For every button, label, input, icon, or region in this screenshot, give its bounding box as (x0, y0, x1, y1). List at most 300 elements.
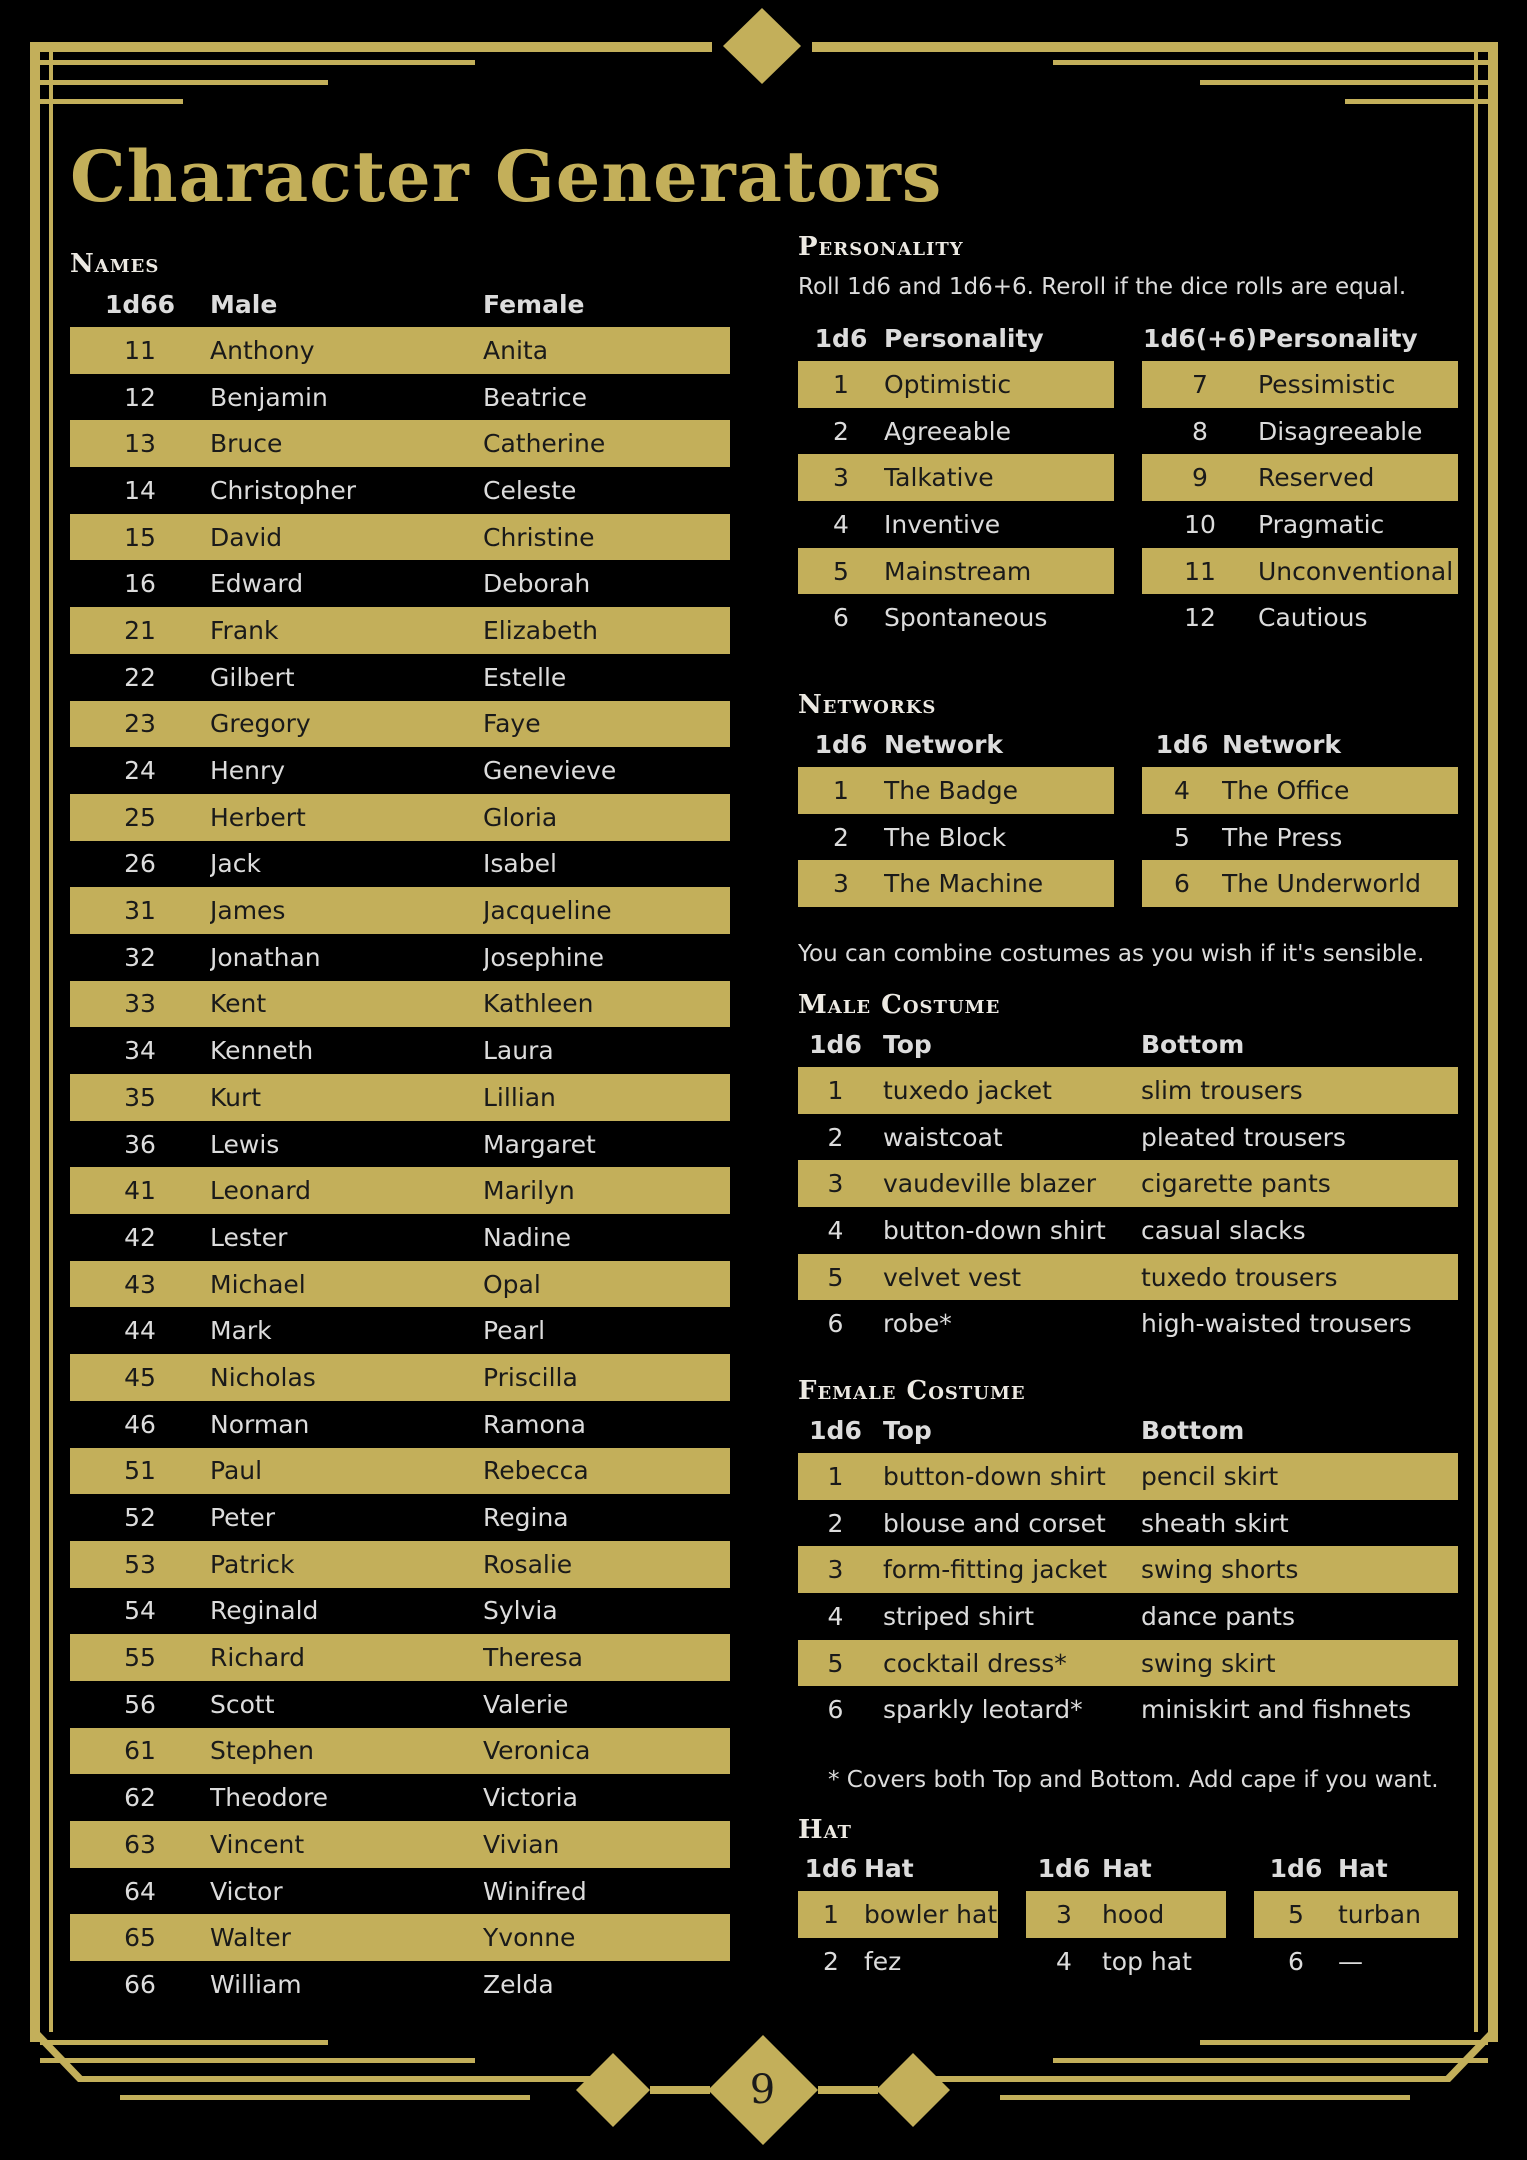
table-row (70, 794, 730, 841)
table-cell: The Machine (884, 860, 1114, 907)
personality-heading: Personality (798, 232, 964, 262)
table-cell: Optimistic (884, 361, 1114, 408)
table-cell: Genevieve (483, 756, 617, 786)
table-cell: 4 (1056, 1946, 1072, 1976)
table-cell: Leonard (210, 1167, 483, 1214)
table-cell: Gregory (210, 701, 483, 748)
table-cell: Rebecca (483, 1448, 730, 1495)
table-cell: Gloria (483, 794, 730, 841)
table-row (70, 1448, 730, 1495)
personality-table (798, 316, 1458, 641)
table-row (70, 841, 730, 888)
table-cell: 62 (124, 1783, 156, 1813)
table-cell: 44 (124, 1316, 156, 1346)
table-cell: David (210, 514, 483, 561)
table-cell: Scott (210, 1689, 275, 1719)
table-cell: Disagreeable (1258, 416, 1423, 446)
table-row (70, 1494, 730, 1541)
table-row (70, 1401, 730, 1448)
table-cell: Inventive (884, 509, 1001, 539)
table-cell: 3 (798, 860, 884, 907)
table-cell: Pessimistic (1258, 361, 1458, 408)
table-row (798, 1300, 1458, 1347)
table-cell: 56 (124, 1689, 156, 1719)
table-row (798, 1938, 1458, 1985)
table-row (70, 934, 730, 981)
table-row (798, 454, 1458, 501)
table-row (70, 1961, 730, 2008)
male-costume-heading: Male Costume (798, 990, 1001, 1020)
table-cell: Isabel (483, 849, 557, 879)
table-cell: 5 (798, 1254, 873, 1301)
table-cell: Victoria (483, 1783, 578, 1813)
table-cell: The Press (1222, 822, 1343, 852)
table-cell: Kent (210, 981, 483, 1028)
table-cell: cigarette pants (1141, 1160, 1458, 1207)
table-cell: Beatrice (483, 382, 588, 412)
table-row (798, 767, 1458, 814)
table-cell: 35 (70, 1074, 210, 1121)
table-cell: pencil skirt (1141, 1453, 1458, 1500)
table-cell: Jack (210, 849, 261, 879)
table-cell: Catherine (483, 420, 730, 467)
table-cell: 51 (70, 1448, 210, 1495)
table-cell: William (210, 1969, 302, 1999)
table-cell: Opal (483, 1261, 730, 1308)
column-spacer (998, 1891, 1026, 1938)
table-cell: 1 (798, 1067, 873, 1114)
table-cell: The Block (884, 822, 1007, 852)
male-costume-table (798, 1022, 1458, 1347)
table-cell: Unconventional (1258, 548, 1458, 595)
table-cell: robe* (883, 1309, 952, 1339)
hat-col-hat-2: Hat (1102, 1854, 1152, 1883)
table-cell: sheath skirt (1141, 1508, 1289, 1538)
table-cell: Theresa (483, 1634, 730, 1681)
personality-col-roll-plus6: 1d6(+6) (1143, 324, 1257, 353)
table-cell: The Underworld (1222, 860, 1458, 907)
table-row (70, 374, 730, 421)
table-cell: 8 (1192, 416, 1208, 446)
female-costume-table (798, 1408, 1458, 1733)
costume-footnote: * Covers both Top and Bottom. Add cape if you want. (828, 1767, 1439, 1793)
table-cell: Jonathan (210, 942, 321, 972)
table-cell: fez (864, 1946, 902, 1976)
table-row (70, 607, 730, 654)
table-cell: James (210, 887, 483, 934)
table-cell: 66 (124, 1969, 156, 1999)
networks-table (798, 722, 1458, 907)
hat-heading: Hat (798, 1815, 852, 1845)
table-cell: Kathleen (483, 981, 730, 1028)
table-cell: 11 (1142, 548, 1258, 595)
table-cell: Pragmatic (1258, 509, 1385, 539)
table-cell: 33 (70, 981, 210, 1028)
table-row (70, 1261, 730, 1308)
table-row (798, 1114, 1458, 1161)
table-cell: Cautious (1258, 603, 1368, 633)
male-costume-col-roll: 1d6 (809, 1030, 862, 1059)
table-cell: Agreeable (884, 416, 1011, 446)
table-cell: Norman (210, 1409, 310, 1439)
column-spacer (1114, 361, 1142, 408)
table-cell: 22 (124, 662, 156, 692)
table-cell: 45 (70, 1354, 210, 1401)
table-cell: velvet vest (873, 1254, 1141, 1301)
table-row (70, 1634, 730, 1681)
table-cell: Henry (210, 756, 286, 786)
table-row (798, 1254, 1458, 1301)
networks-col-network-2: Network (1222, 730, 1342, 759)
table-row (70, 654, 730, 701)
table-row (70, 1307, 730, 1354)
table-cell: button-down shirt (883, 1215, 1106, 1245)
table-row (798, 860, 1458, 907)
table-row (70, 1167, 730, 1214)
table-cell: Nicholas (210, 1354, 483, 1401)
table-cell: 12 (1184, 603, 1216, 633)
table-cell: Spontaneous (884, 603, 1048, 633)
table-cell: 3 (798, 454, 884, 501)
names-col-roll: 1d66 (104, 290, 176, 319)
table-cell: 42 (124, 1222, 156, 1252)
table-row (70, 1541, 730, 1588)
table-cell: Bruce (210, 420, 483, 467)
table-cell: Benjamin (210, 382, 328, 412)
table-cell: tuxedo trousers (1141, 1254, 1458, 1301)
table-cell: bowler hat (864, 1891, 998, 1938)
table-cell: The Badge (884, 767, 1114, 814)
male-costume-col-top: Top (883, 1030, 932, 1059)
table-cell: 4 (827, 1215, 844, 1245)
table-cell: 1 (798, 1453, 873, 1500)
column-spacer (1114, 454, 1142, 501)
table-cell: — (1338, 1946, 1363, 1976)
table-cell: Paul (210, 1448, 483, 1495)
column-spacer (1114, 548, 1142, 595)
table-cell: Walter (210, 1914, 483, 1961)
table-cell: 31 (70, 887, 210, 934)
table-cell: 1 (798, 1891, 864, 1938)
table-cell: Veronica (483, 1728, 730, 1775)
table-cell: Nadine (483, 1222, 572, 1252)
table-cell: Theodore (210, 1783, 329, 1813)
table-row (798, 1640, 1458, 1687)
table-cell: Jacqueline (483, 887, 730, 934)
table-cell: 7 (1142, 361, 1258, 408)
table-cell: Herbert (210, 794, 483, 841)
table-cell: Richard (210, 1634, 483, 1681)
table-cell: 3 (798, 1546, 873, 1593)
networks-col-network: Network (884, 730, 1004, 759)
hat-col-roll-2: 1d6 (1037, 1854, 1091, 1883)
table-cell: 1 (798, 361, 884, 408)
table-cell: 5 (1254, 1891, 1338, 1938)
table-cell: Vincent (210, 1821, 483, 1868)
table-cell: 6 (1142, 860, 1222, 907)
table-row (798, 501, 1458, 548)
page-number: 9 (749, 2067, 776, 2113)
table-cell: Reginald (210, 1596, 319, 1626)
table-cell: 12 (124, 382, 156, 412)
table-row (70, 1681, 730, 1728)
table-cell: swing shorts (1141, 1546, 1458, 1593)
names-col-male: Male (210, 290, 278, 319)
table-row (70, 1728, 730, 1775)
column-spacer (1226, 1891, 1254, 1938)
table-cell: tuxedo jacket (873, 1067, 1141, 1114)
column-spacer (1114, 408, 1142, 455)
table-cell: Gilbert (210, 662, 295, 692)
table-cell: 5 (798, 1640, 873, 1687)
page-title: Character Generators (70, 135, 943, 218)
table-cell: 61 (70, 1728, 210, 1775)
table-cell: 6 (1288, 1946, 1304, 1976)
table-row (798, 1891, 1458, 1938)
table-cell: Ramona (483, 1409, 586, 1439)
table-cell: 55 (70, 1634, 210, 1681)
table-cell: Kurt (210, 1074, 483, 1121)
table-cell: 53 (70, 1541, 210, 1588)
column-spacer (1114, 860, 1142, 907)
table-row (70, 981, 730, 1028)
table-cell: Stephen (210, 1728, 483, 1775)
table-cell: Anita (483, 327, 730, 374)
table-cell: Anthony (210, 327, 483, 374)
table-cell: 21 (70, 607, 210, 654)
hat-col-roll-3: 1d6 (1269, 1854, 1323, 1883)
table-cell: Regina (483, 1503, 569, 1533)
table-cell: waistcoat (883, 1122, 1003, 1152)
table-cell: 6 (833, 603, 849, 633)
column-spacer (998, 1938, 1026, 1985)
table-row (70, 701, 730, 748)
table-cell: Josephine (483, 942, 604, 972)
table-row (70, 1354, 730, 1401)
table-row (70, 887, 730, 934)
table-cell: Deborah (483, 569, 591, 599)
table-cell: 25 (70, 794, 210, 841)
table-cell: 10 (1184, 509, 1216, 539)
table-row (798, 1686, 1458, 1733)
column-spacer (998, 1846, 1026, 1891)
male-costume-col-bottom: Bottom (1141, 1030, 1245, 1059)
table-cell: hood (1102, 1891, 1226, 1938)
column-spacer (1226, 1846, 1254, 1891)
table-cell: button-down shirt (873, 1453, 1141, 1500)
table-row (70, 1588, 730, 1635)
female-costume-col-roll: 1d6 (809, 1416, 862, 1445)
table-cell: Patrick (210, 1541, 483, 1588)
names-col-female: Female (483, 290, 585, 319)
female-costume-col-top: Top (883, 1416, 932, 1445)
table-cell: Mainstream (884, 548, 1114, 595)
table-cell: Kenneth (210, 1036, 314, 1066)
table-cell: Mark (210, 1316, 272, 1346)
networks-col-roll: 1d6 (814, 730, 868, 759)
table-row (70, 747, 730, 794)
table-cell: 2 (827, 1122, 844, 1152)
table-cell: Victor (210, 1876, 283, 1906)
table-cell: casual slacks (1141, 1215, 1306, 1245)
table-cell: 34 (124, 1036, 156, 1066)
table-cell: Peter (210, 1503, 276, 1533)
column-spacer (1114, 767, 1142, 814)
table-cell: slim trousers (1141, 1067, 1458, 1114)
costume-note: You can combine costumes as you wish if it's sensible. (798, 941, 1425, 967)
table-cell: dance pants (1141, 1601, 1295, 1631)
table-cell: Reserved (1258, 454, 1458, 501)
table-cell: 24 (124, 756, 156, 786)
table-cell: 63 (70, 1821, 210, 1868)
column-spacer (1114, 316, 1142, 361)
networks-col-roll-2: 1d6 (1155, 730, 1209, 759)
table-cell: Lester (210, 1222, 288, 1252)
table-row (70, 467, 730, 514)
table-row (70, 514, 730, 561)
column-spacer (1226, 1938, 1254, 1985)
table-cell: vaudeville blazer (873, 1160, 1141, 1207)
table-cell: top hat (1102, 1946, 1192, 1976)
female-costume-heading: Female Costume (798, 1376, 1026, 1406)
table-row (70, 1074, 730, 1121)
table-row (798, 408, 1458, 455)
column-spacer (1114, 814, 1142, 861)
table-cell: 4 (827, 1601, 844, 1631)
table-cell: Elizabeth (483, 607, 730, 654)
table-row (70, 1914, 730, 1961)
table-cell: Rosalie (483, 1541, 730, 1588)
table-cell: 4 (1142, 767, 1222, 814)
table-cell: 41 (70, 1167, 210, 1214)
table-cell: 6 (827, 1695, 844, 1725)
table-row (70, 420, 730, 467)
table-cell: Christopher (210, 475, 357, 505)
table-cell: Zelda (483, 1969, 554, 1999)
table-row (70, 1027, 730, 1074)
table-cell: turban (1338, 1891, 1458, 1938)
table-cell: 54 (124, 1596, 156, 1626)
table-cell: Lewis (210, 1129, 280, 1159)
table-cell: 2 (823, 1946, 839, 1976)
table-cell: Estelle (483, 662, 567, 692)
table-row (798, 1546, 1458, 1593)
personality-instruction: Roll 1d6 and 1d6+6. Reroll if the dice rolls are equal. (798, 274, 1407, 300)
table-cell: Edward (210, 569, 304, 599)
table-cell: blouse and corset (883, 1508, 1106, 1538)
table-row (798, 361, 1458, 408)
table-cell: Lillian (483, 1074, 730, 1121)
table-cell: 2 (833, 416, 849, 446)
table-cell: Winifred (483, 1876, 587, 1906)
table-row (798, 814, 1458, 861)
table-cell: 14 (124, 475, 156, 505)
table-cell: 9 (1142, 454, 1258, 501)
table-row (798, 1453, 1458, 1500)
table-cell: 5 (798, 548, 884, 595)
table-row (70, 1121, 730, 1168)
table-cell: 3 (1026, 1891, 1102, 1938)
table-cell: 65 (70, 1914, 210, 1961)
table-cell: 46 (124, 1409, 156, 1439)
column-spacer (1114, 722, 1142, 767)
table-cell: 16 (124, 569, 156, 599)
table-cell: swing skirt (1141, 1640, 1458, 1687)
table-cell: striped shirt (883, 1601, 1035, 1631)
hat-col-roll: 1d6 (804, 1854, 858, 1883)
personality-col-trait: Personality (884, 324, 1044, 353)
table-cell: Marilyn (483, 1167, 730, 1214)
table-cell: Frank (210, 607, 483, 654)
table-cell: 26 (124, 849, 156, 879)
table-row (798, 1067, 1458, 1114)
table-cell: Faye (483, 701, 730, 748)
table-row (798, 1207, 1458, 1254)
table-cell: 64 (124, 1876, 156, 1906)
hat-table (798, 1846, 1458, 1984)
personality-col-trait-2: Personality (1258, 324, 1418, 353)
table-cell: Valerie (483, 1689, 569, 1719)
table-cell: 2 (833, 822, 849, 852)
table-row (70, 1821, 730, 1868)
table-cell: Talkative (884, 454, 1114, 501)
table-row (798, 548, 1458, 595)
table-cell: form-fitting jacket (873, 1546, 1141, 1593)
table-cell: 13 (70, 420, 210, 467)
names-table (70, 282, 730, 2008)
table-cell: miniskirt and fishnets (1141, 1695, 1412, 1725)
table-cell: Vivian (483, 1821, 730, 1868)
table-cell: Priscilla (483, 1354, 730, 1401)
networks-heading: Networks (798, 690, 937, 720)
table-cell: high-waisted trousers (1141, 1309, 1412, 1339)
names-heading: Names (70, 249, 160, 279)
table-cell: Christine (483, 514, 730, 561)
column-spacer (1114, 594, 1142, 641)
female-costume-col-bottom: Bottom (1141, 1416, 1245, 1445)
table-cell: Celeste (483, 475, 577, 505)
table-cell: sparkly leotard* (883, 1695, 1083, 1725)
table-cell: 36 (124, 1129, 156, 1159)
table-cell: Pearl (483, 1316, 546, 1346)
table-row (798, 1593, 1458, 1640)
hat-col-hat-3: Hat (1338, 1854, 1388, 1883)
table-cell: 6 (827, 1309, 844, 1339)
table-cell: 23 (70, 701, 210, 748)
table-row (70, 560, 730, 607)
table-cell: 2 (827, 1508, 844, 1538)
hat-col-hat: Hat (864, 1854, 914, 1883)
table-cell: 15 (70, 514, 210, 561)
table-row (70, 327, 730, 374)
column-spacer (1114, 501, 1142, 548)
table-cell: 43 (70, 1261, 210, 1308)
personality-col-roll: 1d6 (814, 324, 868, 353)
table-cell: 11 (70, 327, 210, 374)
table-cell: Michael (210, 1261, 483, 1308)
table-row (798, 1160, 1458, 1207)
table-cell: pleated trousers (1141, 1122, 1346, 1152)
table-cell: Laura (483, 1036, 554, 1066)
table-row (798, 1500, 1458, 1547)
table-row (798, 594, 1458, 641)
table-row (70, 1868, 730, 1915)
table-cell: cocktail dress* (873, 1640, 1141, 1687)
table-row (70, 1214, 730, 1261)
table-cell: Sylvia (483, 1596, 558, 1626)
table-cell: 52 (124, 1503, 156, 1533)
table-cell: 4 (833, 509, 849, 539)
